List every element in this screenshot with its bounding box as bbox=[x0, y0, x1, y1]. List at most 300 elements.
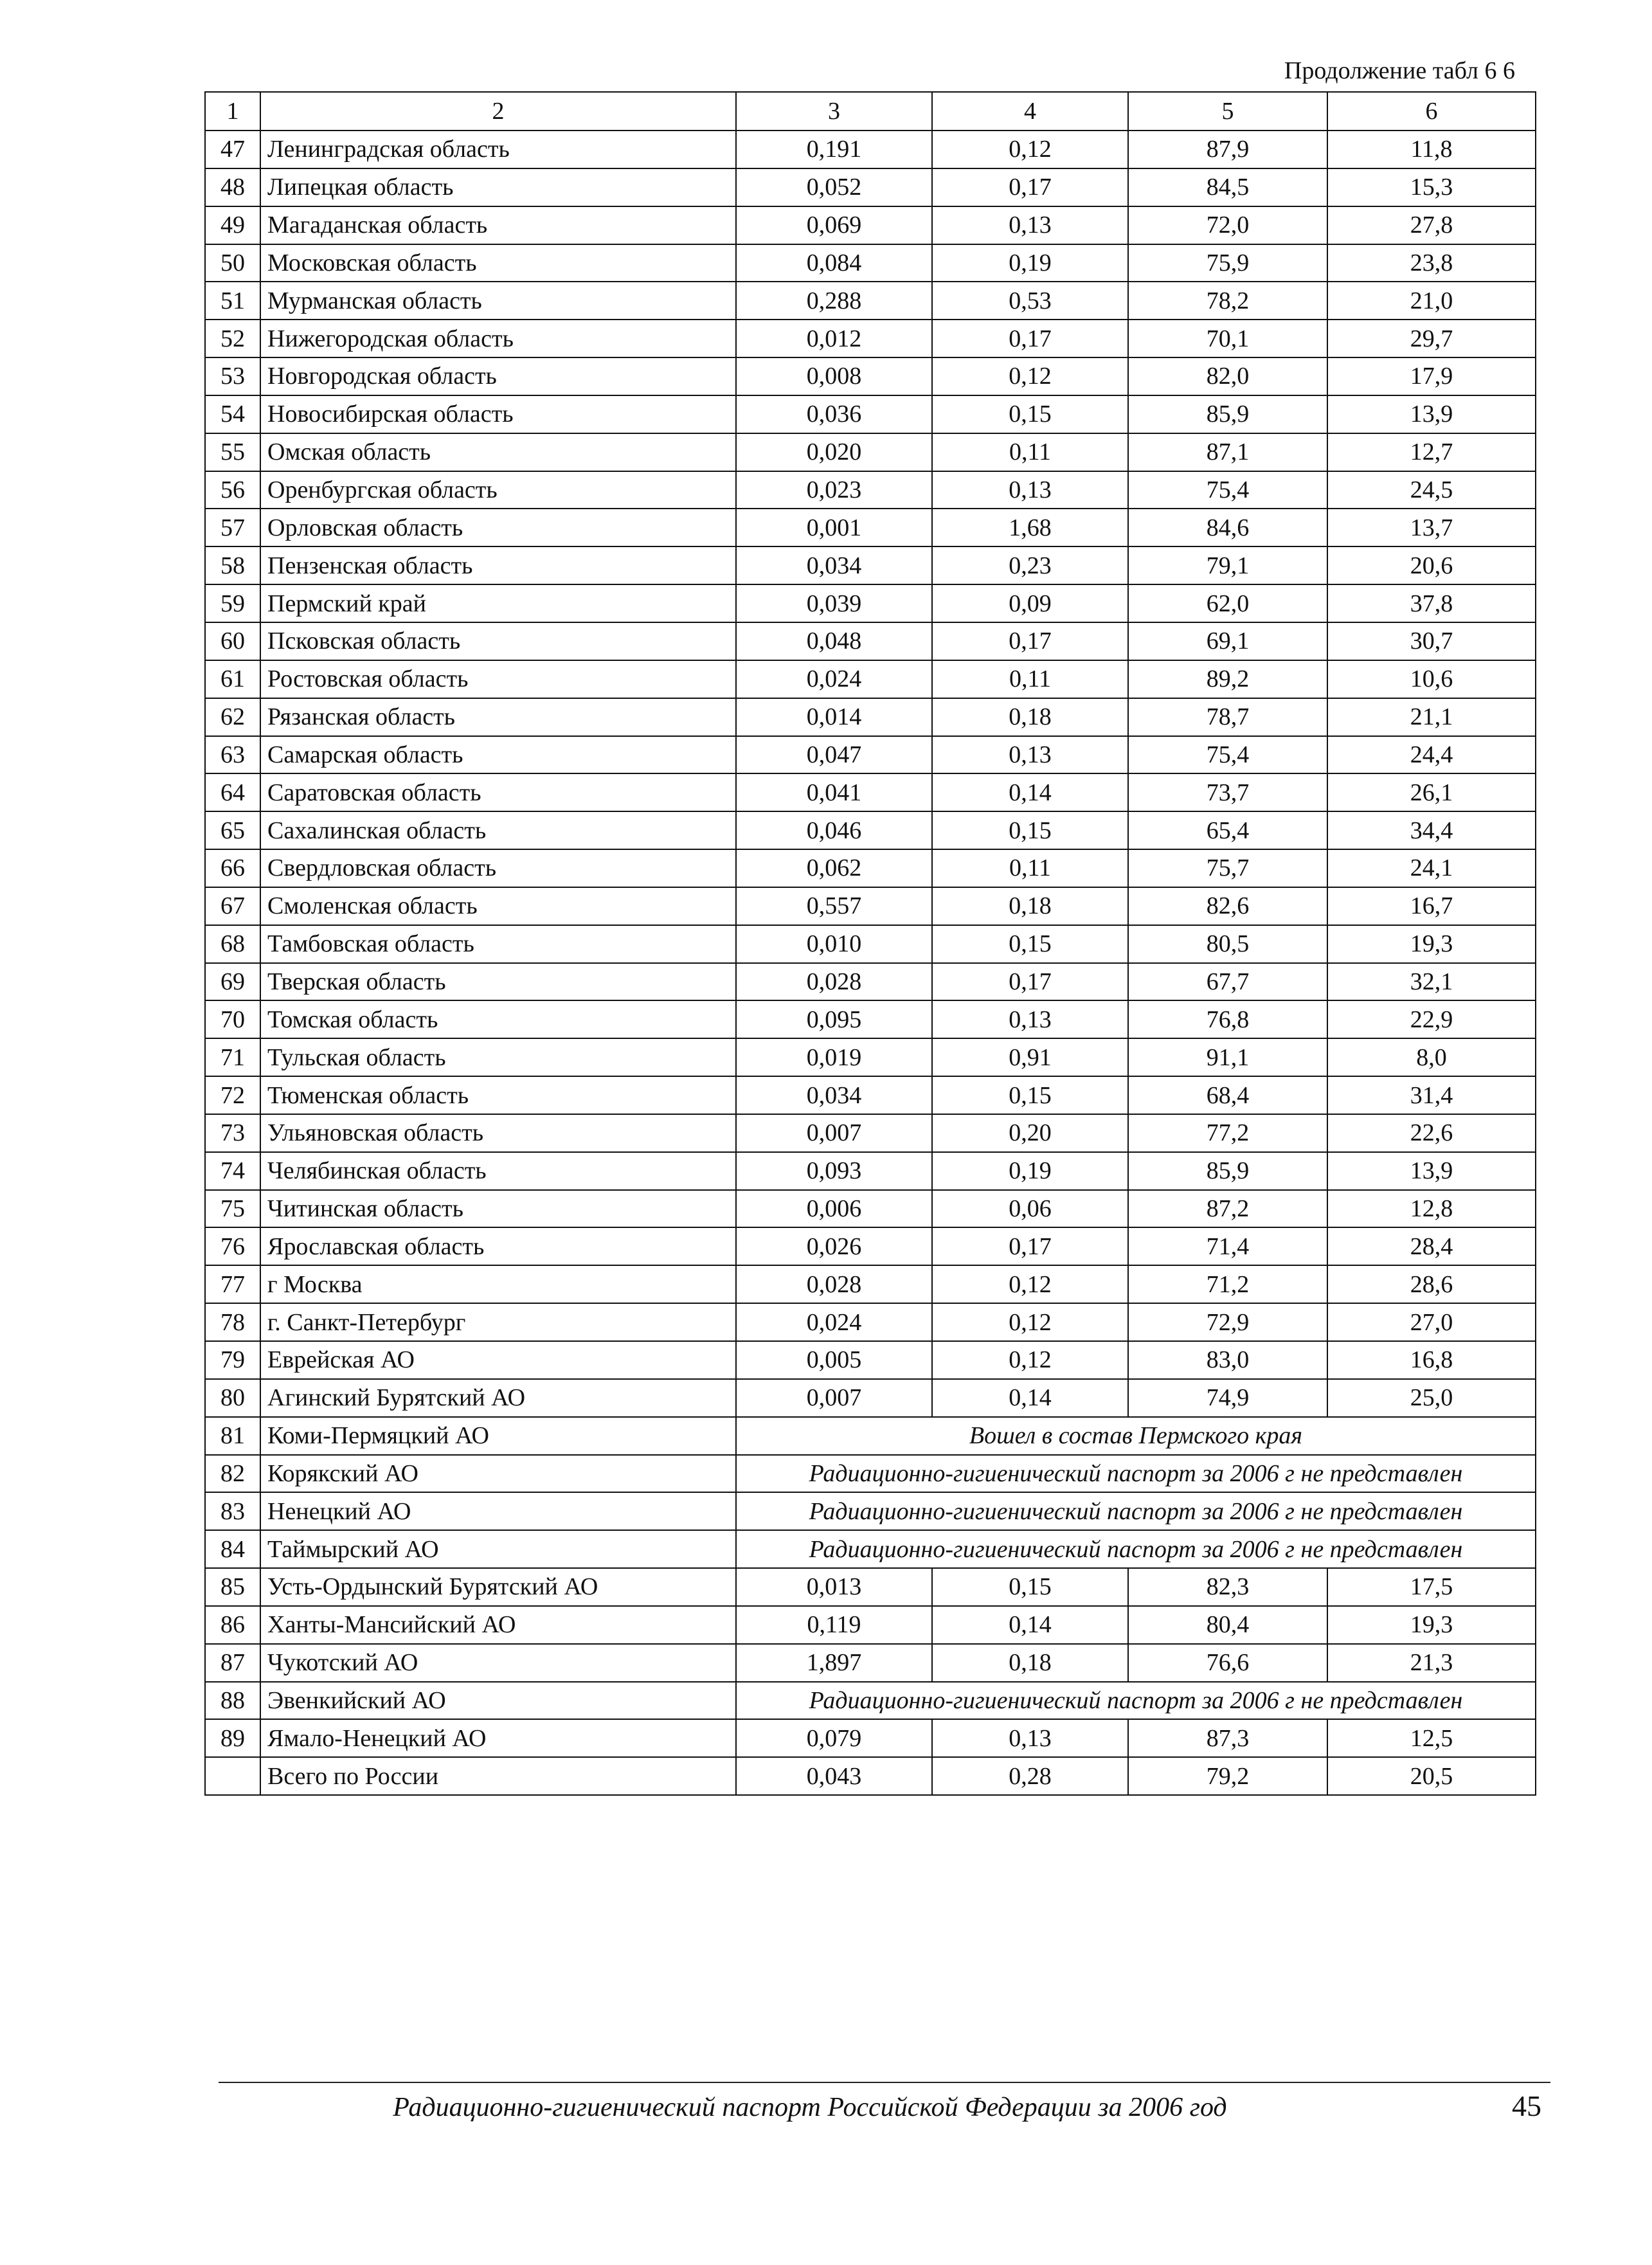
region-name: Корякский АО bbox=[260, 1455, 736, 1493]
row-number: 86 bbox=[205, 1606, 260, 1644]
value-col-4: 0,13 bbox=[932, 736, 1128, 774]
row-number: 76 bbox=[205, 1227, 260, 1265]
value-col-6: 24,4 bbox=[1327, 736, 1536, 774]
value-col-3: 0,012 bbox=[736, 320, 932, 357]
row-number: 71 bbox=[205, 1038, 260, 1076]
value-col-3: 0,288 bbox=[736, 282, 932, 320]
value-col-3: 0,191 bbox=[736, 131, 932, 168]
row-number: 69 bbox=[205, 963, 260, 1001]
region-name: Липецкая область bbox=[260, 168, 736, 206]
table-row bbox=[205, 1682, 1536, 1720]
value-col-6: 15,3 bbox=[1327, 168, 1536, 206]
value-col-4: 0,19 bbox=[932, 244, 1128, 282]
value-col-3: 0,028 bbox=[736, 1265, 932, 1303]
row-number: 77 bbox=[205, 1265, 260, 1303]
table-row bbox=[205, 1492, 1536, 1530]
region-name: Пензенская область bbox=[260, 546, 736, 584]
value-col-4: 0,12 bbox=[932, 131, 1128, 168]
region-name: Ненецкий АО bbox=[260, 1492, 736, 1530]
region-name: Смоленская область bbox=[260, 887, 736, 925]
value-col-4: 0,17 bbox=[932, 168, 1128, 206]
value-col-6: 37,8 bbox=[1327, 584, 1536, 622]
value-col-3: 0,026 bbox=[736, 1227, 932, 1265]
row-number: 67 bbox=[205, 887, 260, 925]
table-row bbox=[205, 660, 1536, 698]
value-col-4: 0,18 bbox=[932, 698, 1128, 736]
value-col-5: 87,3 bbox=[1128, 1719, 1327, 1757]
table-row bbox=[205, 168, 1536, 206]
value-col-5: 65,4 bbox=[1128, 811, 1327, 849]
row-number: 57 bbox=[205, 509, 260, 546]
value-col-6: 22,6 bbox=[1327, 1114, 1536, 1152]
value-col-5: 85,9 bbox=[1128, 395, 1327, 433]
region-name: Ярославская область bbox=[260, 1227, 736, 1265]
value-col-3: 0,034 bbox=[736, 546, 932, 584]
value-col-5: 82,6 bbox=[1128, 887, 1327, 925]
table-row bbox=[205, 471, 1536, 509]
value-col-5: 79,1 bbox=[1128, 546, 1327, 584]
value-col-4: 0,11 bbox=[932, 660, 1128, 698]
table-row bbox=[205, 1152, 1536, 1190]
table-row bbox=[205, 357, 1536, 395]
row-number: 85 bbox=[205, 1568, 260, 1606]
region-name: Тверская область bbox=[260, 963, 736, 1001]
table-row bbox=[205, 1265, 1536, 1303]
row-number: 61 bbox=[205, 660, 260, 698]
row-number: 70 bbox=[205, 1000, 260, 1038]
region-name: Читинская область bbox=[260, 1190, 736, 1228]
region-name: Эвенкийский АО bbox=[260, 1682, 736, 1720]
row-number: 83 bbox=[205, 1492, 260, 1530]
value-col-5: 72,9 bbox=[1128, 1303, 1327, 1341]
regions-table bbox=[204, 91, 1536, 1796]
table-row bbox=[205, 963, 1536, 1001]
region-name: Магаданская область bbox=[260, 206, 736, 244]
value-col-5: 77,2 bbox=[1128, 1114, 1327, 1152]
region-name: г. Санкт-Петербург bbox=[260, 1303, 736, 1341]
table-row bbox=[205, 736, 1536, 774]
value-col-5: 87,1 bbox=[1128, 433, 1327, 471]
value-col-3: 0,019 bbox=[736, 1038, 932, 1076]
table-row bbox=[205, 395, 1536, 433]
table-row bbox=[205, 282, 1536, 320]
value-col-6: 21,0 bbox=[1327, 282, 1536, 320]
value-col-3: 0,020 bbox=[736, 433, 932, 471]
region-name: Еврейская АО bbox=[260, 1341, 736, 1379]
table-row bbox=[205, 1568, 1536, 1606]
value-col-3: 0,007 bbox=[736, 1379, 932, 1417]
region-name: Челябинская область bbox=[260, 1152, 736, 1190]
value-col-6: 21,1 bbox=[1327, 698, 1536, 736]
row-number: 55 bbox=[205, 433, 260, 471]
value-col-5: 71,2 bbox=[1128, 1265, 1327, 1303]
region-name: Тульская область bbox=[260, 1038, 736, 1076]
value-col-5: 70,1 bbox=[1128, 320, 1327, 357]
value-col-5: 75,4 bbox=[1128, 471, 1327, 509]
value-col-3: 0,039 bbox=[736, 584, 932, 622]
table-continuation-label: Продолжение табл 6 6 bbox=[1284, 57, 1515, 84]
value-col-4: 0,12 bbox=[932, 357, 1128, 395]
value-col-6: 27,0 bbox=[1327, 1303, 1536, 1341]
value-col-6: 24,5 bbox=[1327, 471, 1536, 509]
value-col-5: 75,7 bbox=[1128, 849, 1327, 887]
value-col-6: 32,1 bbox=[1327, 963, 1536, 1001]
value-col-5: 75,4 bbox=[1128, 736, 1327, 774]
region-name: Агинский Бурятский АО bbox=[260, 1379, 736, 1417]
table-row bbox=[205, 1038, 1536, 1076]
value-col-3: 1,897 bbox=[736, 1644, 932, 1682]
value-col-3: 0,093 bbox=[736, 1152, 932, 1190]
value-col-6: 23,8 bbox=[1327, 244, 1536, 282]
table-row bbox=[205, 1644, 1536, 1682]
value-col-4: 0,18 bbox=[932, 887, 1128, 925]
row-number: 63 bbox=[205, 736, 260, 774]
value-col-5: 87,2 bbox=[1128, 1190, 1327, 1228]
value-col-4: 0,15 bbox=[932, 1568, 1128, 1606]
value-col-3: 0,046 bbox=[736, 811, 932, 849]
value-col-4: 0,13 bbox=[932, 206, 1128, 244]
region-name: Оренбургская область bbox=[260, 471, 736, 509]
region-name: Новгородская область bbox=[260, 357, 736, 395]
row-number: 62 bbox=[205, 698, 260, 736]
row-number: 49 bbox=[205, 206, 260, 244]
row-number: 56 bbox=[205, 471, 260, 509]
value-col-5: 75,9 bbox=[1128, 244, 1327, 282]
table-row bbox=[205, 244, 1536, 282]
row-number: 54 bbox=[205, 395, 260, 433]
value-col-5: 62,0 bbox=[1128, 584, 1327, 622]
header-cell: 2 bbox=[260, 92, 736, 131]
row-number: 75 bbox=[205, 1190, 260, 1228]
region-name: Самарская область bbox=[260, 736, 736, 774]
value-col-5: 67,7 bbox=[1128, 963, 1327, 1001]
region-name: Ленинградская область bbox=[260, 131, 736, 168]
value-col-5: 68,4 bbox=[1128, 1076, 1327, 1114]
region-name: Ростовская область bbox=[260, 660, 736, 698]
row-number: 66 bbox=[205, 849, 260, 887]
value-col-4: 0,17 bbox=[932, 320, 1128, 357]
value-col-3: 0,119 bbox=[736, 1606, 932, 1644]
value-col-3: 0,041 bbox=[736, 773, 932, 811]
table-row bbox=[205, 1076, 1536, 1114]
table-row bbox=[205, 698, 1536, 736]
value-col-3: 0,043 bbox=[736, 1757, 932, 1795]
table-row bbox=[205, 1757, 1536, 1795]
header-cell: 5 bbox=[1128, 92, 1327, 131]
value-col-6: 19,3 bbox=[1327, 1606, 1536, 1644]
value-col-4: 0,14 bbox=[932, 773, 1128, 811]
value-col-3: 0,047 bbox=[736, 736, 932, 774]
value-col-3: 0,013 bbox=[736, 1568, 932, 1606]
region-name: Ульяновская область bbox=[260, 1114, 736, 1152]
row-number: 50 bbox=[205, 244, 260, 282]
region-name: Орловская область bbox=[260, 509, 736, 546]
region-name: Ханты-Мансийский АО bbox=[260, 1606, 736, 1644]
value-col-4: 0,12 bbox=[932, 1303, 1128, 1341]
table-row bbox=[205, 1341, 1536, 1379]
region-name: Сахалинская область bbox=[260, 811, 736, 849]
value-col-4: 0,53 bbox=[932, 282, 1128, 320]
value-col-4: 0,12 bbox=[932, 1341, 1128, 1379]
value-col-5: 83,0 bbox=[1128, 1341, 1327, 1379]
table-row bbox=[205, 584, 1536, 622]
table-row bbox=[205, 1114, 1536, 1152]
row-note: Радиационно-гигиенический паспорт за 2006 г не представлен bbox=[736, 1492, 1536, 1530]
value-col-3: 0,084 bbox=[736, 244, 932, 282]
value-col-4: 0,09 bbox=[932, 584, 1128, 622]
region-name: Ямало-Ненецкий АО bbox=[260, 1719, 736, 1757]
row-number: 87 bbox=[205, 1644, 260, 1682]
row-number: 88 bbox=[205, 1682, 260, 1720]
row-number: 72 bbox=[205, 1076, 260, 1114]
page-number: 45 bbox=[1512, 2089, 1541, 2122]
row-note: Радиационно-гигиенический паспорт за 2006 г не представлен bbox=[736, 1530, 1536, 1568]
value-col-3: 0,024 bbox=[736, 1303, 932, 1341]
region-name: Чукотский АО bbox=[260, 1644, 736, 1682]
row-number: 65 bbox=[205, 811, 260, 849]
row-number: 82 bbox=[205, 1455, 260, 1493]
value-col-5: 84,6 bbox=[1128, 509, 1327, 546]
region-name: Московская область bbox=[260, 244, 736, 282]
value-col-6: 26,1 bbox=[1327, 773, 1536, 811]
value-col-4: 0,13 bbox=[932, 471, 1128, 509]
region-name: Усть-Ордынский Бурятский АО bbox=[260, 1568, 736, 1606]
table-row bbox=[205, 622, 1536, 660]
value-col-5: 91,1 bbox=[1128, 1038, 1327, 1076]
value-col-6: 16,7 bbox=[1327, 887, 1536, 925]
value-col-4: 0,20 bbox=[932, 1114, 1128, 1152]
value-col-3: 0,079 bbox=[736, 1719, 932, 1757]
value-col-6: 12,8 bbox=[1327, 1190, 1536, 1228]
value-col-4: 0,17 bbox=[932, 622, 1128, 660]
table-row bbox=[205, 546, 1536, 584]
value-col-6: 10,6 bbox=[1327, 660, 1536, 698]
value-col-3: 0,034 bbox=[736, 1076, 932, 1114]
value-col-5: 82,0 bbox=[1128, 357, 1327, 395]
value-col-3: 0,557 bbox=[736, 887, 932, 925]
value-col-6: 13,9 bbox=[1327, 395, 1536, 433]
value-col-3: 0,095 bbox=[736, 1000, 932, 1038]
row-number: 80 bbox=[205, 1379, 260, 1417]
value-col-3: 0,014 bbox=[736, 698, 932, 736]
value-col-6: 19,3 bbox=[1327, 925, 1536, 963]
row-number: 53 bbox=[205, 357, 260, 395]
value-col-6: 25,0 bbox=[1327, 1379, 1536, 1417]
value-col-5: 84,5 bbox=[1128, 168, 1327, 206]
value-col-5: 89,2 bbox=[1128, 660, 1327, 698]
value-col-3: 0,024 bbox=[736, 660, 932, 698]
row-number: 84 bbox=[205, 1530, 260, 1568]
value-col-5: 76,6 bbox=[1128, 1644, 1327, 1682]
value-col-6: 13,9 bbox=[1327, 1152, 1536, 1190]
value-col-6: 17,5 bbox=[1327, 1568, 1536, 1606]
row-number: 60 bbox=[205, 622, 260, 660]
table-header-row bbox=[205, 92, 1536, 131]
value-col-6: 21,3 bbox=[1327, 1644, 1536, 1682]
row-number bbox=[205, 1757, 260, 1795]
table-row bbox=[205, 1190, 1536, 1228]
row-note: Радиационно-гигиенический паспорт за 2006 г не представлен bbox=[736, 1682, 1536, 1720]
row-number: 68 bbox=[205, 925, 260, 963]
value-col-6: 20,6 bbox=[1327, 546, 1536, 584]
table-row bbox=[205, 433, 1536, 471]
row-number: 73 bbox=[205, 1114, 260, 1152]
row-number: 78 bbox=[205, 1303, 260, 1341]
value-col-3: 0,052 bbox=[736, 168, 932, 206]
region-name: Рязанская область bbox=[260, 698, 736, 736]
table-row bbox=[205, 925, 1536, 963]
value-col-6: 22,9 bbox=[1327, 1000, 1536, 1038]
value-col-5: 76,8 bbox=[1128, 1000, 1327, 1038]
table-row bbox=[205, 206, 1536, 244]
value-col-4: 0,12 bbox=[932, 1265, 1128, 1303]
value-col-4: 0,15 bbox=[932, 395, 1128, 433]
value-col-4: 0,14 bbox=[932, 1606, 1128, 1644]
value-col-5: 78,7 bbox=[1128, 698, 1327, 736]
value-col-5: 78,2 bbox=[1128, 282, 1327, 320]
table-row bbox=[205, 1379, 1536, 1417]
value-col-5: 87,9 bbox=[1128, 131, 1327, 168]
table-row bbox=[205, 320, 1536, 357]
value-col-4: 0,28 bbox=[932, 1757, 1128, 1795]
value-col-6: 8,0 bbox=[1327, 1038, 1536, 1076]
value-col-6: 27,8 bbox=[1327, 206, 1536, 244]
region-name: Новосибирская область bbox=[260, 395, 736, 433]
row-number: 81 bbox=[205, 1417, 260, 1455]
value-col-6: 29,7 bbox=[1327, 320, 1536, 357]
value-col-6: 12,7 bbox=[1327, 433, 1536, 471]
value-col-6: 28,6 bbox=[1327, 1265, 1536, 1303]
header-cell: 1 bbox=[205, 92, 260, 131]
value-col-5: 71,4 bbox=[1128, 1227, 1327, 1265]
header-cell: 4 bbox=[932, 92, 1128, 131]
region-name: г Москва bbox=[260, 1265, 736, 1303]
region-name: Псковская область bbox=[260, 622, 736, 660]
value-col-5: 69,1 bbox=[1128, 622, 1327, 660]
row-note: Радиационно-гигиенический паспорт за 2006 г не представлен bbox=[736, 1455, 1536, 1493]
region-name: Пермский край bbox=[260, 584, 736, 622]
value-col-4: 0,11 bbox=[932, 433, 1128, 471]
region-name: Тамбовская область bbox=[260, 925, 736, 963]
row-number: 48 bbox=[205, 168, 260, 206]
row-number: 74 bbox=[205, 1152, 260, 1190]
value-col-5: 82,3 bbox=[1128, 1568, 1327, 1606]
value-col-5: 79,2 bbox=[1128, 1757, 1327, 1795]
table-row bbox=[205, 1530, 1536, 1568]
table-row bbox=[205, 1455, 1536, 1493]
value-col-5: 72,0 bbox=[1128, 206, 1327, 244]
value-col-6: 20,5 bbox=[1327, 1757, 1536, 1795]
row-number: 47 bbox=[205, 131, 260, 168]
value-col-6: 12,5 bbox=[1327, 1719, 1536, 1757]
table-row bbox=[205, 811, 1536, 849]
table-row bbox=[205, 131, 1536, 168]
value-col-3: 0,007 bbox=[736, 1114, 932, 1152]
table-row bbox=[205, 1719, 1536, 1757]
table-row bbox=[205, 1606, 1536, 1644]
value-col-6: 30,7 bbox=[1327, 622, 1536, 660]
table-row bbox=[205, 887, 1536, 925]
region-name: Омская область bbox=[260, 433, 736, 471]
region-name: Тюменская область bbox=[260, 1076, 736, 1114]
value-col-3: 0,048 bbox=[736, 622, 932, 660]
value-col-3: 0,069 bbox=[736, 206, 932, 244]
region-name: Нижегородская область bbox=[260, 320, 736, 357]
table-row bbox=[205, 849, 1536, 887]
value-col-6: 28,4 bbox=[1327, 1227, 1536, 1265]
footer-divider bbox=[219, 2082, 1550, 2083]
region-name: Таймырский АО bbox=[260, 1530, 736, 1568]
value-col-4: 0,13 bbox=[932, 1000, 1128, 1038]
table-row bbox=[205, 1000, 1536, 1038]
row-number: 79 bbox=[205, 1341, 260, 1379]
table-row bbox=[205, 1227, 1536, 1265]
header-cell: 6 bbox=[1327, 92, 1536, 131]
value-col-5: 80,5 bbox=[1128, 925, 1327, 963]
value-col-3: 0,006 bbox=[736, 1190, 932, 1228]
region-name: Мурманская область bbox=[260, 282, 736, 320]
value-col-3: 0,005 bbox=[736, 1341, 932, 1379]
row-number: 52 bbox=[205, 320, 260, 357]
value-col-6: 13,7 bbox=[1327, 509, 1536, 546]
table-body bbox=[205, 92, 1536, 1795]
row-number: 59 bbox=[205, 584, 260, 622]
value-col-4: 0,17 bbox=[932, 963, 1128, 1001]
row-number: 51 bbox=[205, 282, 260, 320]
value-col-4: 0,11 bbox=[932, 849, 1128, 887]
row-number: 58 bbox=[205, 546, 260, 584]
value-col-3: 0,023 bbox=[736, 471, 932, 509]
footer-title: Радиационно-гигиенический паспорт Российской Федерации за 2006 год bbox=[393, 2093, 1227, 2122]
table-row bbox=[205, 1417, 1536, 1455]
table-row bbox=[205, 1303, 1536, 1341]
row-note: Вошел в состав Пермского края bbox=[736, 1417, 1536, 1455]
value-col-6: 16,8 bbox=[1327, 1341, 1536, 1379]
table-row bbox=[205, 509, 1536, 546]
value-col-4: 0,13 bbox=[932, 1719, 1128, 1757]
region-name: Саратовская область bbox=[260, 773, 736, 811]
value-col-5: 80,4 bbox=[1128, 1606, 1327, 1644]
region-name: Свердловская область bbox=[260, 849, 736, 887]
value-col-5: 74,9 bbox=[1128, 1379, 1327, 1417]
value-col-4: 0,15 bbox=[932, 1076, 1128, 1114]
value-col-6: 34,4 bbox=[1327, 811, 1536, 849]
value-col-5: 85,9 bbox=[1128, 1152, 1327, 1190]
value-col-3: 0,008 bbox=[736, 357, 932, 395]
value-col-6: 24,1 bbox=[1327, 849, 1536, 887]
value-col-4: 0,18 bbox=[932, 1644, 1128, 1682]
value-col-6: 17,9 bbox=[1327, 357, 1536, 395]
value-col-4: 0,15 bbox=[932, 811, 1128, 849]
value-col-3: 0,036 bbox=[736, 395, 932, 433]
value-col-4: 0,15 bbox=[932, 925, 1128, 963]
header-cell: 3 bbox=[736, 92, 932, 131]
value-col-4: 0,06 bbox=[932, 1190, 1128, 1228]
value-col-3: 0,028 bbox=[736, 963, 932, 1001]
value-col-3: 0,001 bbox=[736, 509, 932, 546]
row-number: 64 bbox=[205, 773, 260, 811]
region-name: Томская область bbox=[260, 1000, 736, 1038]
value-col-4: 0,23 bbox=[932, 546, 1128, 584]
value-col-3: 0,010 bbox=[736, 925, 932, 963]
value-col-5: 73,7 bbox=[1128, 773, 1327, 811]
table-row bbox=[205, 773, 1536, 811]
region-name: Коми-Пермяцкий АО bbox=[260, 1417, 736, 1455]
value-col-4: 1,68 bbox=[932, 509, 1128, 546]
value-col-3: 0,062 bbox=[736, 849, 932, 887]
value-col-4: 0,91 bbox=[932, 1038, 1128, 1076]
row-number: 89 bbox=[205, 1719, 260, 1757]
